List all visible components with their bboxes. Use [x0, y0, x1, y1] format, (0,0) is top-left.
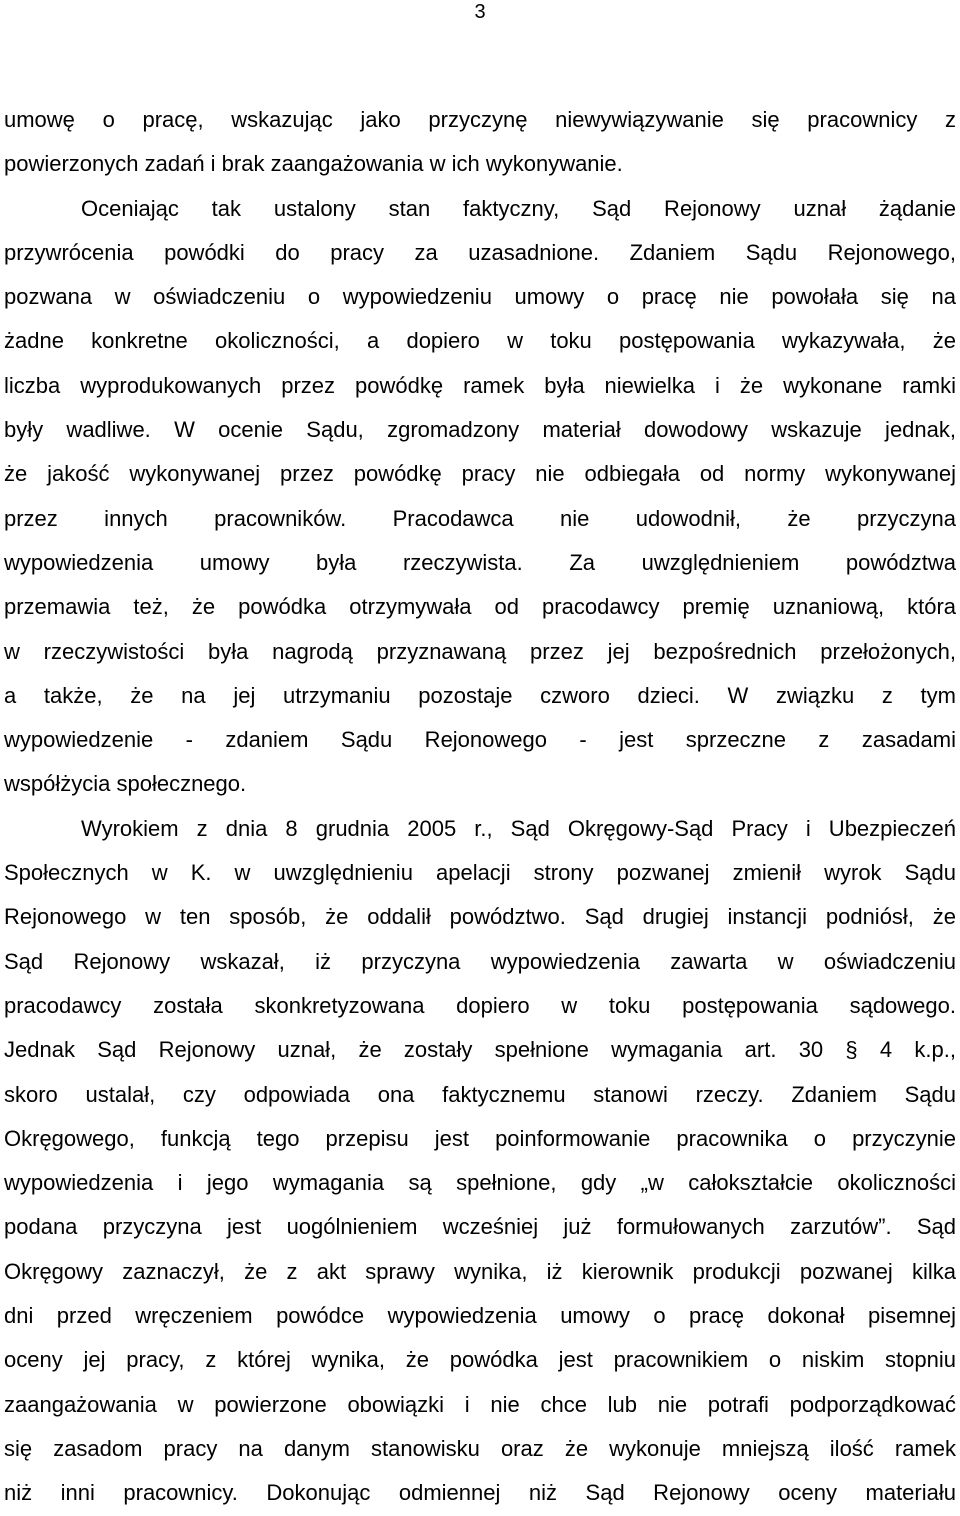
text-line: Rejonowego w ten sposób, że oddalił powództwo. Sąd drugiej instancji podniósł, że [4, 904, 956, 930]
text-line: przez innych pracowników. Pracodawca nie udowodnił, że przyczyna [4, 505, 956, 531]
text-line: zaangażowania w powierzone obowiązki i nie chce lub nie potrafi podporządkować [4, 1391, 956, 1417]
text-line: Jednak Sąd Rejonowy uznał, że zostały spełnione wymagania art. 30 § 4 k.p., [4, 1037, 956, 1063]
text-line: przemawia też, że powódka otrzymywała od pracodawcy premię uznaniową, która [4, 594, 956, 620]
text-line: żadne konkretne okoliczności, a dopiero w toku postępowania wykazywała, że [4, 328, 956, 354]
text-line: niż inni pracownicy. Dokonując odmiennej niż Sąd Rejonowy oceny materiału [4, 1480, 956, 1506]
text-line: były wadliwe. W ocenie Sądu, zgromadzony materiał dowodowy wskazuje jednak, [4, 417, 956, 443]
text-line: wypowiedzenia umowy była rzeczywista. Za uwzględnieniem powództwa [4, 549, 956, 575]
text-line: skoro ustalał, czy odpowiada ona faktycznemu stanowi rzeczy. Zdaniem Sądu [4, 1081, 956, 1107]
text-line: Wyrokiem z dnia 8 grudnia 2005 r., Sąd Okręgowy-Sąd Pracy i Ubezpieczeń [81, 815, 956, 841]
text-line: oceny jej pracy, z której wynika, że powódka jest pracownikiem o niskim stopniu [4, 1347, 956, 1373]
text-line: a także, że na jej utrzymaniu pozostaje czworo dzieci. W związku z tym [4, 682, 956, 708]
text-line: że jakość wykonywanej przez powódkę pracy nie odbiegała od normy wykonywanej [4, 461, 956, 487]
text-line: współżycia społecznego. [4, 771, 247, 797]
text-line: Okręgowy zaznaczył, że z akt sprawy wynika, iż kierownik produkcji pozwanej kilka [4, 1258, 956, 1284]
text-line: dni przed wręczeniem powódce wypowiedzenia umowy o pracę dokonał pisemnej [4, 1303, 956, 1329]
text-line: pracodawcy została skonkretyzowana dopiero w toku postępowania sądowego. [4, 992, 956, 1018]
text-line: Okręgowego, funkcją tego przepisu jest poinformowanie pracownika o przyczynie [4, 1125, 956, 1151]
text-line: podana przyczyna jest uogólnieniem wcześniej już formułowanych zarzutów”. Sąd [4, 1214, 956, 1240]
text-line: umowę o pracę, wskazując jako przyczynę niewywiązywanie się pracownicy z [4, 107, 956, 132]
page-number: 3 [474, 1, 486, 23]
text-line: powierzonych zadań i brak zaangażowania w ich wykonywanie. [4, 151, 623, 177]
text-line: wypowiedzenie - zdaniem Sądu Rejonowego - jest sprzeczne z zasadami [4, 727, 956, 753]
text-line: wypowiedzenia i jego wymagania są spełnione, gdy „w całokształcie okoliczności [4, 1170, 956, 1196]
text-line: Sąd Rejonowy wskazał, iż przyczyna wypowiedzenia zawarta w oświadczeniu [4, 948, 956, 974]
text-line: Społecznych w K. w uwzględnieniu apelacji strony pozwanej zmienił wyrok Sądu [4, 860, 956, 886]
text-line: się zasadom pracy na danym stanowisku oraz że wykonuje mniejszą ilość ramek [4, 1435, 956, 1461]
text-line: pozwana w oświadczeniu o wypowiedzeniu umowy o pracę nie powołała się na [4, 284, 956, 310]
text-line: Oceniając tak ustalony stan faktyczny, Sąd Rejonowy uznał żądanie [81, 195, 956, 221]
text-line: przywrócenia powódki do pracy za uzasadnione. Zdaniem Sądu Rejonowego, [4, 239, 956, 265]
text-line: w rzeczywistości była nagrodą przyznawaną przez jej bezpośrednich przełożonych, [4, 638, 956, 664]
text-line: liczba wyprodukowanych przez powódkę ramek była niewielka i że wykonane ramki [4, 372, 956, 398]
body-text [4, 98, 956, 1516]
